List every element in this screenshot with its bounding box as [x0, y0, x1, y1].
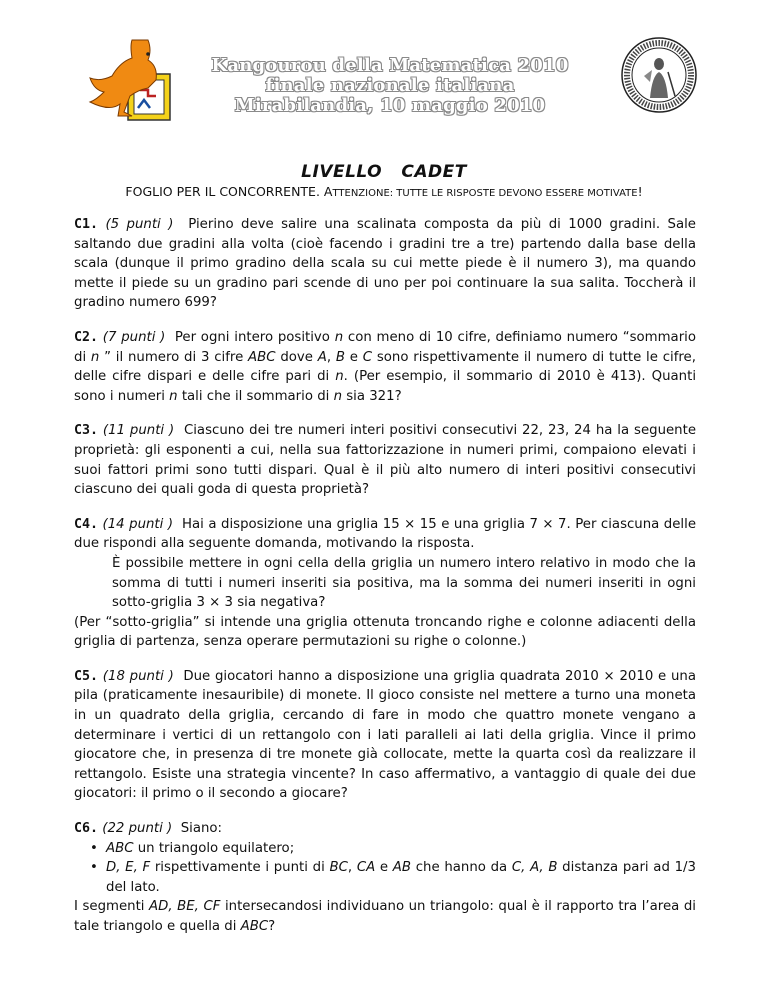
problem-question: È possibile mettere in ogni cella della griglia un numero intero relativo in modo che la somma di tutti i numeri inseriti sia positiva, ma la somma dei numeri inseriti in ogni sotto-griglia 3 × 3 sia negativa? [112, 555, 696, 611]
university-seal-icon [620, 36, 698, 114]
problem-c2 [74, 328, 696, 406]
header-title-line-3: Mirabilandia, 10 maggio 2010 [234, 95, 546, 116]
var-n: n [333, 388, 342, 404]
problem-text: Due giocatori hanno a disposizione una griglia quadrata 2010 × 2010 e una pila (praticamente inesauribile) di monete. Il gioco consiste nel mettere a turno una moneta in un quadrato della griglia, cercando di fare in modo che quattro monete vengano a determinare i vertici di un rettangolo con i lati paralleli ai lati della griglia. Vince il primo giocatore che, in presenza di tre monete già collocate, mette la quarta così da realizzare il rettangolo. Esiste una strategia vincente? In caso affermativo, a vantaggio di quale dei due giocatori: il primo o il secondo a giocare? [74, 668, 696, 802]
problem-text: intersecandosi individuano un triangolo: qual è il rapporto tra l’area di tale triangolo e quella di [74, 899, 696, 934]
contestant-instructions [0, 184, 768, 199]
problem-text: Ciascuno dei tre numeri interi positivi consecutivi 22, 23, 24 ha la seguente proprietà: gli esponenti a cui, nella sua fattorizzazione in numeri primi, compaiono elevati i suoi fattori primi sono tutti dispari. Qual è il più alto numero di interi positivi consecutivi ciascuno dei quali goda di questa proprietà? [74, 423, 697, 498]
var-ca: CA [356, 860, 376, 876]
header-titles [190, 56, 590, 116]
problem-text: Per ogni intero positivo [174, 329, 335, 345]
var-cab: C, A, B [511, 860, 558, 876]
problem-text: ? [268, 919, 276, 934]
conditions-list [74, 839, 696, 898]
problem-text: sono rispettivamente il numero di tutte le cifre, delle cifre dispari e delle cifre pari di [74, 349, 696, 385]
var-c: C [362, 349, 373, 365]
var-abc: ABC [248, 349, 276, 365]
var-b: B [335, 349, 346, 365]
problem-text: con meno di 10 cifre, definiamo numero “sommario di [74, 329, 696, 365]
list-item-text: distanza pari ad 1/3 del lato. [106, 860, 696, 895]
kangaroo-logo-icon [74, 38, 180, 140]
problem-points: (7 punti ) [102, 329, 166, 345]
instructions-end: ! [637, 184, 643, 199]
var-n: n [335, 369, 344, 385]
problem-text: . (Per esempio, il sommario di 2010 è 413). Quanti sono i numeri [74, 369, 697, 404]
problem-text: , [326, 349, 336, 365]
list-item-text: che hanno da [411, 860, 512, 876]
var-n: n [169, 388, 178, 404]
problem-c4 [74, 515, 696, 652]
problem-c6 [74, 819, 696, 937]
page-header [0, 0, 768, 150]
header-title-line-1: Kangourou della Matematica 2010 [211, 55, 569, 76]
var-segments: AD, BE, CF [149, 899, 221, 915]
var-a: A [317, 349, 327, 365]
var-def: D, E, F [106, 860, 151, 876]
var-ab: AB [392, 860, 412, 876]
var-abc: ABC [240, 919, 269, 934]
list-item-text: , [347, 860, 357, 876]
problem-points: (14 punti ) [102, 516, 174, 532]
header-title-line-2: finale nazionale italiana [265, 75, 515, 96]
list-item [94, 858, 696, 897]
problem-c5 [74, 667, 696, 804]
list-item-text: rispettivamente i punti di [150, 860, 330, 876]
problem-text: I segmenti [74, 899, 150, 915]
problem-text: ” il numero di 3 cifre [99, 349, 249, 365]
problem-text: Siano: [180, 821, 223, 837]
problem-points: (5 punti ) [105, 217, 174, 232]
problem-number: C2. [74, 329, 99, 345]
problem-c3 [74, 421, 696, 499]
problem-text: sia 321? [342, 388, 402, 404]
list-item-text: e [375, 860, 393, 876]
problem-number: C3. [74, 423, 99, 439]
var-bc: BC [329, 860, 348, 876]
problems-list [74, 215, 696, 952]
problem-text: Hai a disposizione una griglia 15 × 15 e una griglia 7 × 7. Per ciascuna delle due rispondi alla seguente domanda, motivando la risposta. [74, 516, 697, 552]
problem-text: e [345, 349, 363, 365]
problem-number: C4. [74, 516, 99, 532]
list-item-text: un triangolo equilatero; [133, 840, 295, 856]
problem-points: (22 punti ) [102, 821, 173, 837]
problem-text: tali che il sommario di [177, 388, 334, 404]
problem-text: dove [275, 349, 318, 365]
problem-number: C6. [74, 821, 99, 837]
problem-note: (Per “sotto-griglia” si intende una griglia ottenuta troncando righe e colonne adiacenti della griglia di partenza, senza operare permutazioni su righe o colonne.) [74, 614, 696, 650]
level-title: LIVELLO CADET [301, 162, 467, 182]
list-item [94, 839, 696, 859]
instructions-rest: TTENZIONE: TUTTE LE RISPOSTE DEVONO ESSERE MOTIVATE [332, 188, 638, 199]
instructions-lead: FOGLIO PER IL CONCORRENTE. A [125, 184, 333, 199]
problem-points: (11 punti ) [102, 423, 175, 439]
problem-points: (18 punti ) [102, 668, 174, 684]
problem-number: C1. [74, 217, 99, 232]
var-n: n [334, 329, 344, 345]
problem-c1 [74, 215, 696, 313]
var-abc: ABC [106, 840, 134, 856]
var-n: n [90, 349, 100, 365]
problem-text: Pierino deve salire una scalinata composta da più di 1000 gradini. Sale saltando due gradini alla volta (cioè facendo i gradini tre a tre) partendo dalla base della scala (dunque il primo gradino della scala su cui mette piede è il numero 3), ma quando mette il piede su un gradino pari scende di uno per poi continuare la sua salita. Toccherà il gradino numero 699? [74, 217, 696, 311]
problem-number: C5. [74, 668, 99, 684]
